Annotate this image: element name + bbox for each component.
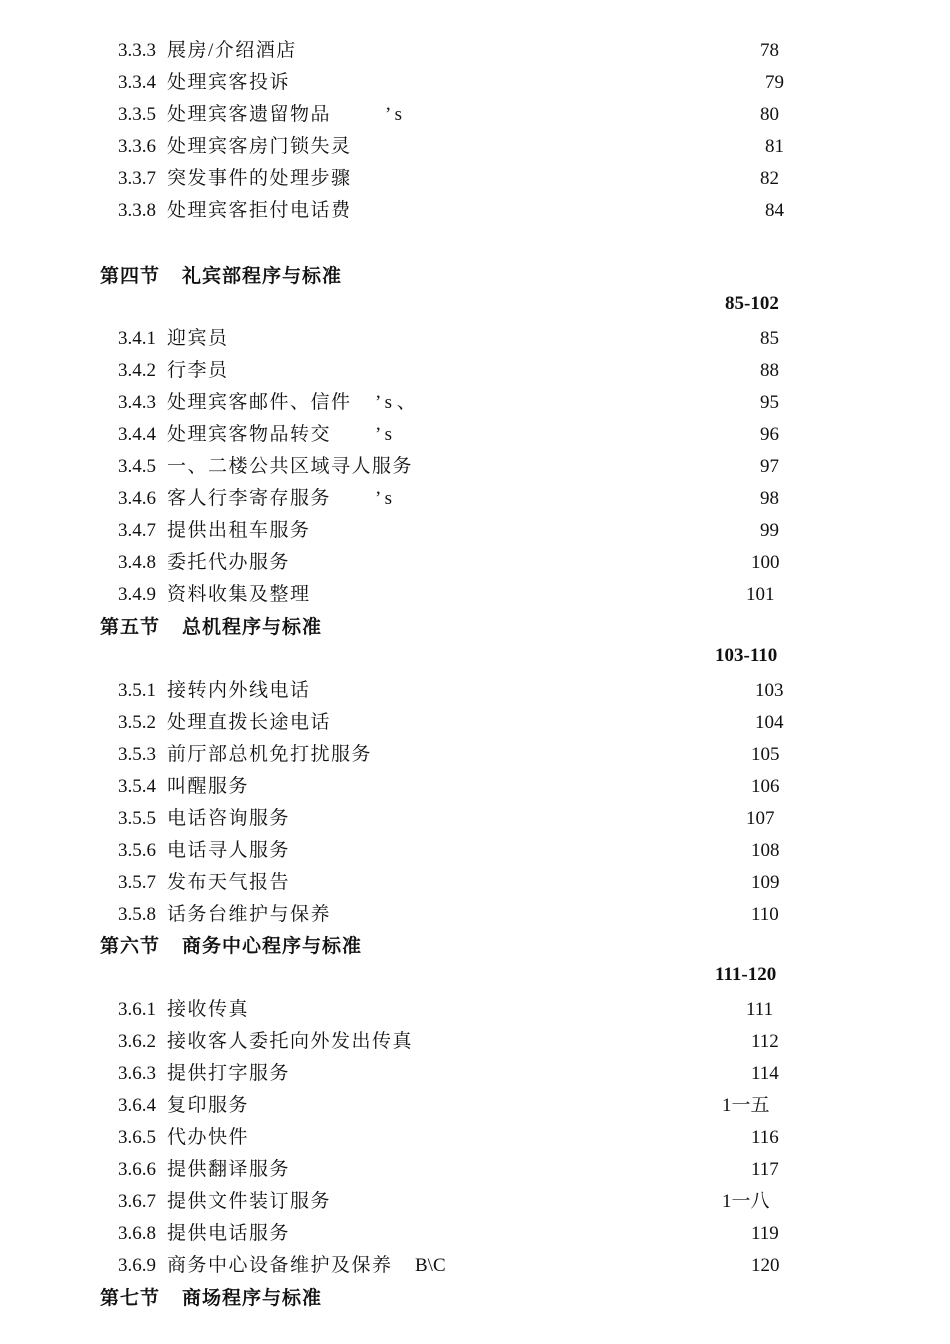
toc-entry[interactable]	[0, 325, 950, 353]
entry-number: 3.4.8	[118, 552, 156, 573]
entry-page: 106	[751, 776, 780, 797]
section-title: 总机程序与标准	[182, 617, 323, 638]
section-number: 第六节	[100, 936, 161, 957]
entry-page: 117	[751, 1159, 779, 1180]
entry-page: 108	[751, 840, 780, 861]
section-heading[interactable]	[100, 1283, 322, 1310]
entry-number: 3.5.2	[118, 712, 156, 733]
entry-title: 委托代办服务	[167, 552, 291, 573]
entry-title: 复印服务	[167, 1095, 250, 1116]
entry-title: 提供打字服务	[167, 1063, 291, 1084]
entry-page: 119	[751, 1223, 779, 1244]
toc-entry[interactable]	[0, 165, 950, 193]
entry-page: 112	[751, 1031, 779, 1052]
entry-title: 处理宾客拒付电话费	[167, 200, 352, 221]
entry-title: 接收传真	[167, 999, 250, 1020]
section-number: 第七节	[100, 1288, 161, 1309]
entry-number: 3.3.4	[118, 72, 156, 93]
entry-title: 处理直拨长途电话	[167, 712, 332, 733]
toc-entry[interactable]	[0, 453, 950, 481]
entry-title: 迎宾员	[167, 328, 229, 349]
entry-number: 3.4.1	[118, 328, 156, 349]
entry-title: 接收客人委托向外发出传真	[167, 1031, 414, 1052]
stray-mark: ’ s	[385, 104, 403, 125]
entry-page: 101	[746, 584, 775, 605]
entry-page: 78	[760, 40, 779, 61]
section-number: 第五节	[100, 617, 161, 638]
section-page-range: 85-102	[725, 293, 779, 314]
entry-number: 3.6.1	[118, 999, 156, 1020]
toc-entry[interactable]	[0, 901, 950, 929]
entry-page: 81	[765, 136, 784, 157]
entry-number: 3.6.5	[118, 1127, 156, 1148]
entry-page: 104	[755, 712, 784, 733]
toc-entry[interactable]	[0, 69, 950, 97]
entry-title: 电话寻人服务	[167, 840, 291, 861]
entry-number: 3.6.4	[118, 1095, 156, 1116]
toc-entry[interactable]	[0, 197, 950, 225]
entry-number: 3.3.6	[118, 136, 156, 157]
entry-page: 99	[760, 520, 779, 541]
toc-entry[interactable]	[0, 677, 950, 705]
toc-entry[interactable]	[0, 1028, 950, 1056]
stray-mark: ’ s	[375, 424, 393, 445]
entry-page: 114	[751, 1063, 779, 1084]
toc-entry[interactable]	[0, 1252, 950, 1280]
entry-number: 3.5.4	[118, 776, 156, 797]
section-title: 商场程序与标准	[182, 1288, 323, 1309]
stray-mark: B\C	[415, 1255, 446, 1276]
toc-entry[interactable]	[0, 837, 950, 865]
toc-entry[interactable]	[0, 805, 950, 833]
entry-title: 提供出租车服务	[167, 520, 311, 541]
section-number: 第四节	[100, 266, 161, 287]
section-heading[interactable]	[100, 931, 362, 958]
entry-number: 3.6.7	[118, 1191, 156, 1212]
entry-title: 展房/介绍酒店	[167, 40, 297, 61]
entry-number: 3.6.8	[118, 1223, 156, 1244]
toc-entry[interactable]	[0, 741, 950, 769]
entry-number: 3.6.6	[118, 1159, 156, 1180]
toc-entry[interactable]	[0, 996, 950, 1024]
entry-number: 3.5.8	[118, 904, 156, 925]
entry-title: 接转内外线电话	[167, 680, 311, 701]
entry-title: 话务台维护与保养	[167, 904, 332, 925]
entry-title: 提供文件装订服务	[167, 1191, 332, 1212]
entry-page: 96	[760, 424, 779, 445]
entry-page: 80	[760, 104, 779, 125]
toc-entry[interactable]	[0, 1124, 950, 1152]
section-title: 礼宾部程序与标准	[182, 266, 343, 287]
entry-title: 商务中心设备维护及保养	[167, 1255, 393, 1276]
entry-number: 3.3.3	[118, 40, 156, 61]
entry-number: 3.5.7	[118, 872, 156, 893]
entry-page: 97	[760, 456, 779, 477]
entry-number: 3.4.4	[118, 424, 156, 445]
section-heading[interactable]	[100, 261, 342, 288]
entry-title: 处理宾客投诉	[167, 72, 291, 93]
entry-title: 处理宾客房门锁失灵	[167, 136, 352, 157]
entry-page: 116	[751, 1127, 779, 1148]
entry-title: 电话咨询服务	[167, 808, 291, 829]
entry-page: 120	[751, 1255, 780, 1276]
entry-title: 处理宾客邮件、信件	[167, 392, 352, 413]
toc-entry[interactable]	[0, 389, 950, 417]
stray-mark: ’ s 、	[375, 392, 416, 413]
entry-page: 85	[760, 328, 779, 349]
entry-title: 行李员	[167, 360, 229, 381]
entry-title: 提供翻译服务	[167, 1159, 291, 1180]
entry-number: 3.4.7	[118, 520, 156, 541]
entry-title: 一、二楼公共区域寻人服务	[167, 456, 414, 477]
section-page-range: 103-110	[715, 645, 778, 666]
entry-number: 3.4.3	[118, 392, 156, 413]
entry-page: 98	[760, 488, 779, 509]
entry-page: 103	[755, 680, 784, 701]
entry-number: 3.3.5	[118, 104, 156, 125]
toc-entry[interactable]	[0, 549, 950, 577]
entry-page: 79	[765, 72, 784, 93]
entry-number: 3.4.9	[118, 584, 156, 605]
entry-title: 处理宾客物品转交	[167, 424, 332, 445]
toc-entry[interactable]	[0, 869, 950, 897]
toc-entry[interactable]	[0, 485, 950, 513]
stray-mark: ’ s	[375, 488, 393, 509]
toc-entry[interactable]	[0, 1060, 950, 1088]
entry-number: 3.4.2	[118, 360, 156, 381]
toc-entry[interactable]	[0, 517, 950, 545]
entry-page: 100	[751, 552, 780, 573]
entry-number: 3.4.5	[118, 456, 156, 477]
entry-title: 客人行李寄存服务	[167, 488, 332, 509]
entry-page: 88	[760, 360, 779, 381]
toc-entry[interactable]	[0, 1092, 950, 1120]
entry-page: 82	[760, 168, 779, 189]
entry-title: 前厅部总机免打扰服务	[167, 744, 373, 765]
entry-title: 突发事件的处理步骤	[167, 168, 352, 189]
entry-title: 提供电话服务	[167, 1223, 291, 1244]
toc-entry[interactable]	[0, 1188, 950, 1216]
entry-number: 3.3.8	[118, 200, 156, 221]
toc-entry[interactable]	[0, 133, 950, 161]
entry-page: 95	[760, 392, 779, 413]
entry-page: 105	[751, 744, 780, 765]
section-heading[interactable]	[100, 612, 322, 639]
entry-title: 处理宾客遗留物品	[167, 104, 332, 125]
entry-title: 资料收集及整理	[167, 584, 311, 605]
entry-title: 发布天气报告	[167, 872, 291, 893]
section-title: 商务中心程序与标准	[182, 936, 363, 957]
entry-page: 1一八	[722, 1191, 770, 1212]
toc-entry[interactable]	[0, 101, 950, 129]
section-page-range: 111-120	[715, 964, 777, 985]
entry-number: 3.5.6	[118, 840, 156, 861]
entry-number: 3.3.7	[118, 168, 156, 189]
entry-page: 1一五	[722, 1095, 770, 1116]
entry-title: 代办快件	[167, 1127, 250, 1148]
entry-title: 叫醒服务	[167, 776, 250, 797]
entry-page: 109	[751, 872, 780, 893]
entry-page: 111	[746, 999, 774, 1020]
toc-entry[interactable]	[0, 357, 950, 385]
entry-number: 3.5.1	[118, 680, 156, 701]
entry-page: 110	[751, 904, 779, 925]
toc-entry[interactable]	[0, 773, 950, 801]
toc-entry[interactable]	[0, 37, 950, 65]
entry-page: 107	[746, 808, 775, 829]
toc-entry[interactable]	[0, 421, 950, 449]
entry-number: 3.6.9	[118, 1255, 156, 1276]
entry-page: 84	[765, 200, 784, 221]
entry-number: 3.5.5	[118, 808, 156, 829]
toc-entry[interactable]	[0, 709, 950, 737]
toc-entry[interactable]	[0, 1220, 950, 1248]
entry-number: 3.6.2	[118, 1031, 156, 1052]
entry-number: 3.4.6	[118, 488, 156, 509]
entry-number: 3.6.3	[118, 1063, 156, 1084]
toc-entry[interactable]	[0, 581, 950, 609]
toc-entry[interactable]	[0, 1156, 950, 1184]
entry-number: 3.5.3	[118, 744, 156, 765]
